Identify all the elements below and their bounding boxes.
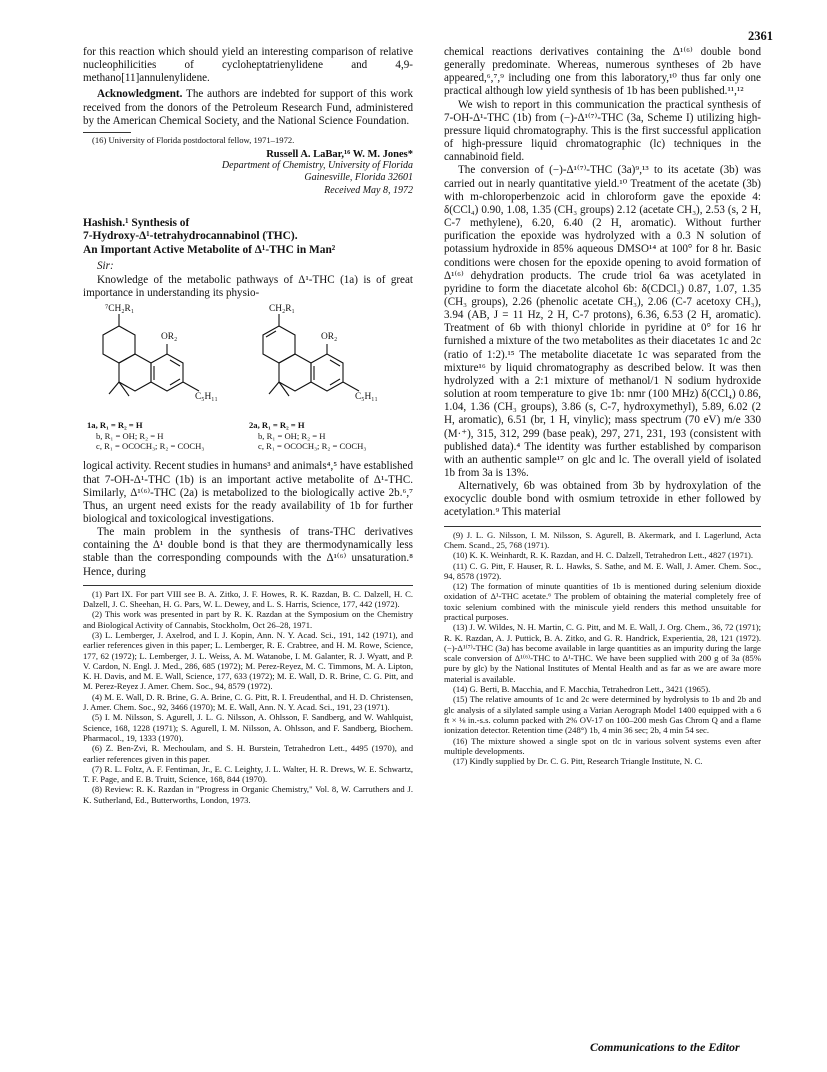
footnote-5: (5) I. M. Nilsson, S. Agurell, J. L. G. Nilsson, A. Ohlsson, F. Sandberg, and W. Wahlquist, Science, 168, 1228 (1971); S. Agurell, I. M. Nilsson, A. Ohlsson, and F. Sandberg, Biochem. Pharmacol., 19, 1333 (1970). (83, 712, 413, 743)
right-column (444, 46, 761, 766)
article-title-line-3: An Important Active Metabolite of Δ¹-THC in Man² (83, 243, 336, 256)
footnote-divider-right (444, 526, 761, 527)
structure-label-left-ch2r1: ⁷CH₂R₁ (105, 304, 135, 315)
caption-2c: c, R₁ = OCOCH₃; R₂ = COCH₃ (258, 440, 367, 451)
acknowledgment-label: Acknowledgment. (97, 88, 183, 101)
body-paragraph-5: We wish to report in this communication the practical synthesis of 7-OH-Δ¹-THC (1b) from (−)-Δ¹⁽⁷⁾-THC (3a, Scheme I) utilizing high-pressure liquid chromatography. This is the first successful application of high-pressure liquid chromatographic (lc) techniques in the cannabinoid field. (444, 98, 761, 164)
divider (83, 132, 131, 133)
page-number: 2361 (748, 29, 773, 43)
footnote-1: (1) Part IX. For part VIII see B. A. Zitko, J. F. Howes, R. K. Razdan, B. C. Dalzell, H. C. Dalzell, J. C. Sheehan, H. G. Pars, W. L. Dewey, and L. S. Harris, Science, 177, 442 (1972). (83, 588, 413, 610)
structure-label-right-ch2r1: CH₂R₁ (269, 304, 295, 315)
footnote-13: (13) J. W. Wildes, N. H. Martin, C. G. Pitt, and M. E. Wall, J. Org. Chem., 36, 72 (1971); R. K. Razdan, A. J. Puttick, B. A. Zitko, and G. R. Handrick, Experientia, 28, 121 (1972). (−)-Δ¹⁽⁷⁾-THC (3a) has become available in large quantities as an impurity during the large scale conversion of Δ¹⁽⁶⁾-THC to Δ¹-THC. We have been supplied with 200 g of 3a (85% pure by glc) by the National Institutes of Mental Health and as far as we are aware more material is available. (444, 622, 761, 684)
footnote-17: (17) Kindly supplied by Dr. C. G. Pitt, Research Triangle Institute, N. C. (453, 756, 703, 767)
footnote-11: (11) C. G. Pitt, F. Hauser, R. L. Hawks, S. Sathe, and M. E. Wall, J. Amer. Chem. Soc., 94, 8578 (1972). (444, 560, 761, 581)
footnote-16-right: (16) The mixture showed a single spot on tlc in various solvent systems even after multiple developments. (444, 735, 761, 756)
body-paragraph-3: The main problem in the synthesis of trans-THC derivatives containing the Δ¹ double bond is that they are thermodynamically less stable than the corresponding compounds with the Δ¹⁽⁶⁾ unsaturation.⁸ Hence, during (83, 526, 413, 578)
footnote-3: (3) L. Lemberger, J. Axelrod, and I. J. Kopin, Ann. N. Y. Acad. Sci., 191, 142 (1971), and earlier references given in this paper; L. Lemberger, R. E. Crabtree, and H. M. Rowe, Science, 177, 62 (1972); L. Lemberger, J. L. Weiss, A. M. Watanobe, I. M. Galanter, R. J. Wyatt, and P. V. Cardon, N. Engl. J. Med., 286, 685 (1972); M. Perez-Reyez, M. C. Timmons, M. A. Lipton, K. H. Davis, and M. E. Wall, Science, 177, 633 (1972); M. E. Wall, D. R. Brine, C. G. Pitt, and M. Perez-Reyez J. Amer. Chem. Soc., 94, 8579 (1972). (83, 629, 413, 692)
article-title-line-2: 7-Hydroxy-Δ¹-tetrahydrocannabinol (THC). (83, 230, 298, 243)
acknowledgment-text: The authors are indebted for support of this work received from the donors of the Petroleum Research Fund, administered by the American Chemical Society, and the National Science Foundation. (83, 88, 413, 127)
left-column (83, 46, 413, 805)
footnote-14: (14) G. Berti, B. Macchia, and F. Macchia, Tetrahedron Lett., 3421 (1965). (453, 684, 711, 695)
footnote-12: (12) The formation of minute quantities of 1b is mentioned during selenium dioxide oxidation of Δ¹-THC acetate.⁶ The problem of obtaining the material completely free of toxic selenium combined with the miniscule yield renders this method unsuitable for practical purposes. (444, 581, 761, 622)
footnote-4: (4) M. E. Wall, D. R. Brine, G. A. Brine, C. G. Pitt, R. I. Freudenthal, and H. D. Christensen, J. Amer. Chem. Soc., 92, 3466 (1970); M. E. Wall, Ann. N. Y. Acad. Sci., 191, 23 (1971). (83, 691, 413, 713)
structure-label-right-or2: OR₂ (321, 332, 338, 343)
author-names: Russell A. LaBar,¹⁶ W. M. Jones* (266, 149, 413, 161)
structure-label-right-c5h11: C₅H₁₁ (355, 392, 378, 403)
article-title-line-1: Hashish.¹ Synthesis of (83, 216, 190, 229)
body-paragraph-4: chemical reactions derivatives containing the Δ¹⁽⁶⁾ double bond generally predominate. Whereas, numerous syntheses of 2b have appeared,⁶,⁷,⁹ including one from this laboratory,¹⁰ thus far only one practical although low yield synthesis of 1b has been published.¹¹,¹² (444, 46, 761, 98)
caption-1b: b, R₁ = OH; R₂ = H (96, 430, 164, 441)
affiliation-line-2: Gainesville, Florida 32601 (304, 172, 413, 184)
body-paragraph-7: Alternatively, 6b was obtained from 3b by hydroxylation of the exocyclic double bond with osmium tetroxide in ether followed by acetylation.⁹ This material (444, 480, 761, 519)
acknowledgment (83, 88, 413, 127)
footnote-2: (2) This work was presented in part by R. K. Razdan at the Symposium on the Chemistry and Biological Activity of Cannabis, Stockholm, Oct 26–28, 1971. (83, 609, 413, 630)
caption-2b: b, R₁ = OH; R₂ = H (258, 430, 326, 441)
footnotes-left (83, 589, 413, 805)
footnote-16: (16) University of Florida postdoctoral fellow, 1971–1972. (92, 134, 295, 145)
body-paragraph-1: Knowledge of the metabolic pathways of Δ¹-THC (1a) is of great importance in understanding its physio- (83, 274, 413, 300)
received-date: Received May 8, 1972 (324, 184, 413, 196)
caption-1c: c, R₁ = OCOCH₃; R₂ = COCH₃ (96, 440, 205, 451)
caption-1a: 1a, R₁ = R₂ = H (87, 420, 143, 431)
footnote-15: (15) The relative amounts of 1c and 2c were determined by hydrolysis to 1b and 2b and glc analysis of a silylated sample using a Varian Aerograph Model 1400 equipped with a 6 ft × ⅛ in.-s.s. column packed with 2% OV-17 on 100–200 mesh Gas Chrom Q and a flame ionization detector. Retention time (248°) 1b, 4 min 36 sec; 2b, 4 min 54 sec. (444, 694, 761, 736)
footnote-6: (6) Z. Ben-Zvi, R. Mechoulam, and S. H. Burstein, Tetrahedron Lett., 4495 (1970), and earlier references given in this paper. (83, 743, 413, 764)
footnote-9: (9) J. L. G. Nilsson, I. M. Nilsson, S. Agurell, B. Akermark, and I. Lagerlund, Acta Chem. Scand., 25, 768 (1971). (444, 529, 761, 550)
affiliation-line-1: Department of Chemistry, University of Florida (221, 160, 413, 172)
structure-label-left-c5h11: C₅H₁₁ (195, 392, 218, 403)
footnote-7: (7) R. L. Foltz, A. F. Fentiman, Jr., E. C. Leighty, J. L. Walter, H. R. Drews, W. E. Schwartz, T. F. Page, and E. B. Truitt, Science, 168, 844 (1970). (83, 763, 413, 785)
footnote-8: (8) Review: R. K. Razdan in "Progress in Organic Chemistry," Vol. 8, W. Carruthers and J. K. Sutherland, Ed., Butterworths, London, 1973. (83, 784, 413, 805)
body-paragraph-6: The conversion of (−)-Δ¹⁽⁷⁾-THC (3a)⁹,¹³ to its acetate (3b) was carried out in nearly quantitative yield.¹⁰ Treatment of the acetate (3b) with m-chloroperbenzoic acid in chloroform gave the epoxide 4: δ(CCl₄) 0.90, 1.08, 1.35 (CH₃ groups) 2.12 (acetate CH₃), 2.53 (s, 2 H, C-7 methylene), 6.20, 6.40 (2 H, aromatic). Without further purification the epoxide was hydrolyzed with a 0.3 N solution of potassium hydroxide in 85% aqueous DMSO¹⁴ at 100° for 8 hr. Basic conditions were chosen for the epoxide opening to avoid formation of Δ¹⁽⁶⁾ dehydration products. The crude triol 6a was acetylated in pyridine to form the diacetate alcohol 6b: δ(CDCl₃) 0.87, 1.07, 1.35 (CH₃ groups), 2.26 (phenolic acetate CH₃), 2.06 (C-7 acetoxy CH₃), 3.94 (AB, J = 11 Hz, 2 H, C-7 protons), 6.36, 6.53 (2 H, aromatic). Treatment of 6b with thionyl chloride in pyridine at 0° for 16 hr furnished a mixture of the two metabolites as their diacetates 1c and 2c (ratio of 1:2).¹⁵ The metabolite diacetate 1c was separated from the mixture¹⁶ by liquid chromatography as described below. It was then hydrolyzed with a 2:1 mixture of methanol/1 N sodium hydroxide solution at room temperature to give 1b: nmr (100 MHz) δ(CCl₄) 0.86, 1.04, 1.36 (CH₃ groups), 3.86 (s, C-7, hydroxymethyl), 5.89, 6.02 (2 H, aromatic), 6.51 (br, 1 H, vinylic); mass spectrum (70 eV) m/e 330 (M·⁺), 315, 312, 299 (base peak), 297, 271, 231, 193 (consistent with published data).⁴ The identity was further established by comparison with an authentic sample¹⁷ on glc and lc. The overall yield of isolated 1b from 3a is 13%. (444, 164, 761, 479)
journal-section-footer: Communications to the Editor (590, 1040, 740, 1054)
footnote-divider (83, 585, 413, 586)
compound-captions-right (249, 420, 366, 451)
caption-2a: 2a, R₁ = R₂ = H (249, 420, 305, 431)
body-paragraph-2: logical activity. Recent studies in humans³ and animals⁴,⁵ have established that 7-OH-Δ¹-THC (1b) is an important active metabolite of Δ¹-THC. Similarly, Δ¹⁽⁶⁾-THC (2a) is metabolized to the biologically active 2b.⁶,⁷ Thus, an urgent need exists for the ready availability of 1b for further biological and toxicological investigations. (83, 460, 413, 525)
salutation: Sir: (97, 260, 114, 273)
chemical-structures (83, 304, 413, 500)
footnote-10: (10) K. K. Weinhardt, R. K. Razdan, and H. C. Dalzell, Tetrahedron Lett., 4827 (1971). (453, 550, 754, 561)
structure-label-left-or2: OR₂ (161, 332, 178, 343)
intro-paragraph: for this reaction which should yield an interesting comparison of relative nucleophilicities of cycloheptatrienylidene and 4,9-methano[11]annulenylidene. (83, 46, 413, 85)
footnotes-right (444, 530, 761, 767)
compound-captions-left (87, 420, 204, 451)
